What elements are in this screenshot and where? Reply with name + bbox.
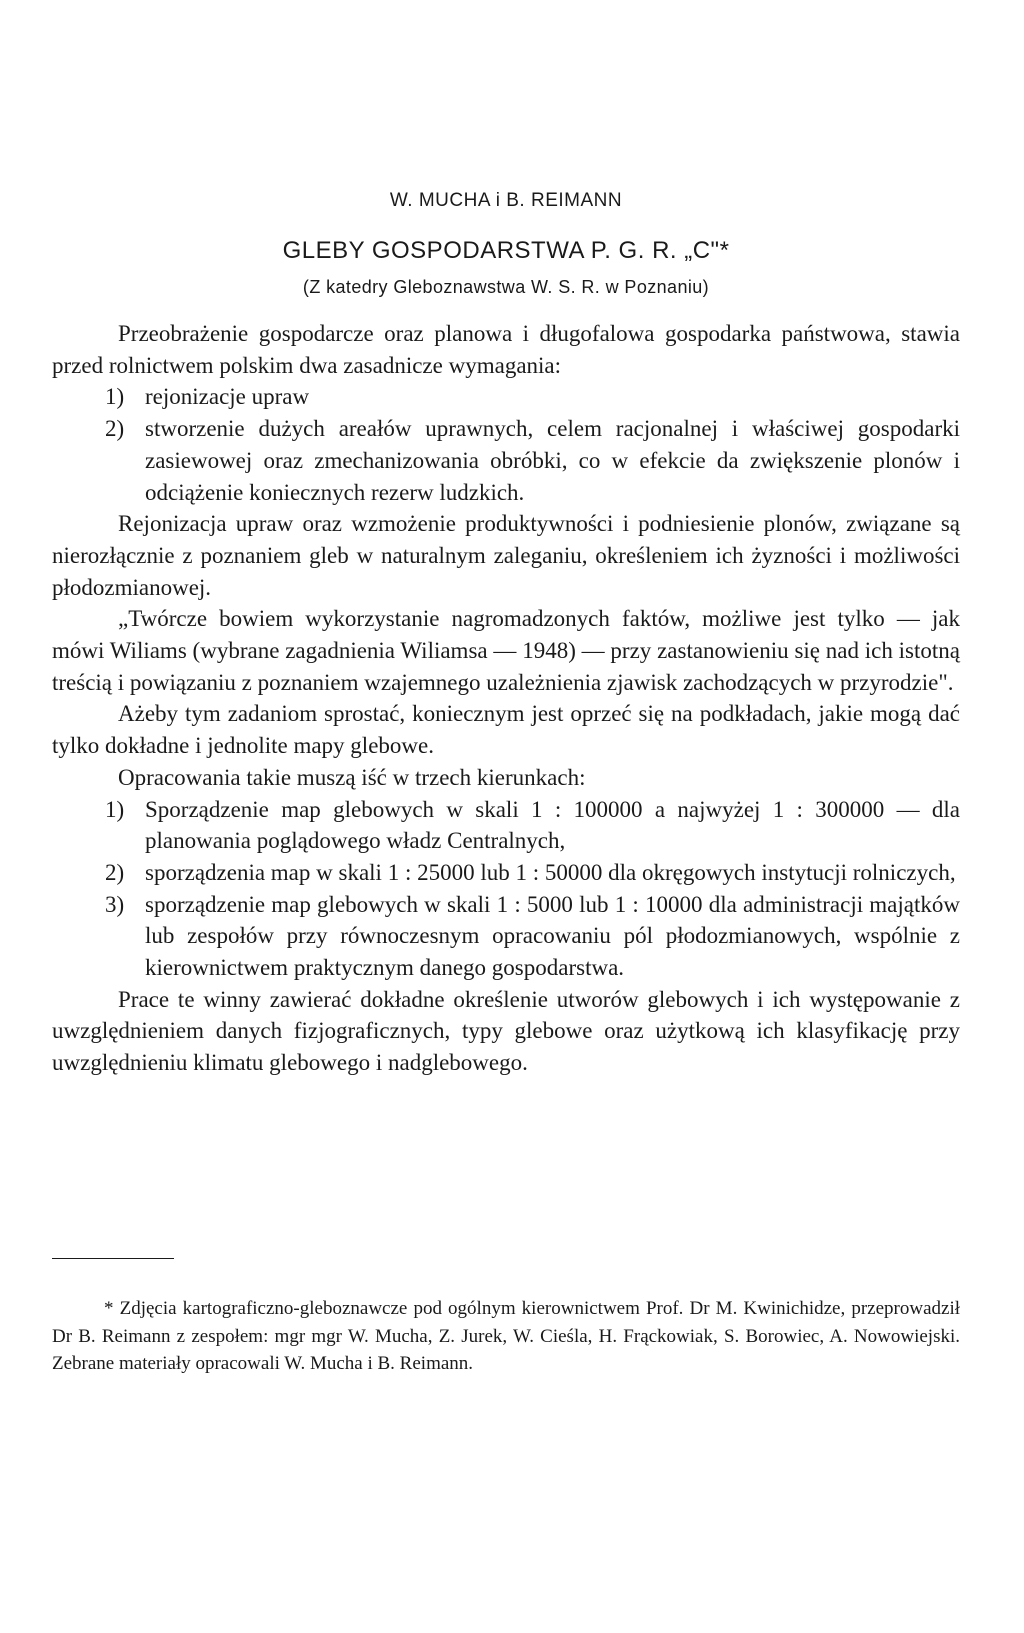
list-item [105, 381, 960, 413]
authors-line: W. MUCHA i B. REIMANN [389, 190, 623, 211]
article-title: GLEBY GOSPODARSTWA P. G. R. „C"* [282, 237, 730, 264]
affiliation-subtitle: (Z katedry Gleboznawstwa W. S. R. w Poznaniu) [302, 277, 710, 297]
list-item-number: 1) [105, 796, 125, 822]
list-item [105, 889, 960, 984]
list-item-text: stworzenie dużych areałów uprawnych, celem racjonalnej i właściwej gospodarki zasiewowej oraz zmechanizowania obróbki, co w efekcie da zwiększenie plonów i odciążenie koniecznych rezerw ludzkich. [145, 416, 960, 505]
paragraph-prace: Prace te winny zawierać dokładne określenie utworów glebowych i ich występowanie z uwzględnieniem danych fizjograficznych, typy glebowe oraz użytkową ich klasyfikację przy uwzględnieniu klimatu glebowego i nadglebowego. [52, 986, 960, 1076]
paragraph-kierunki: Opracowania takie muszą iść w trzech kierunkach: [118, 764, 586, 790]
article-body [52, 318, 960, 1079]
list-item-text: sporządzenia map w skali 1 : 25000 lub 1 : 50000 dla okręgowych instytucji rolniczych, [145, 859, 956, 885]
paragraph-mapy: Ażeby tym zadaniom sprostać, koniecznym jest oprzeć się na podkładach, jakie mogą dać tylko dokładne i jednolite mapy glebowe. [52, 701, 960, 759]
list-item [105, 857, 960, 889]
list-item [105, 413, 960, 508]
footnote-divider [52, 1258, 174, 1259]
paragraph-rejonizacja: Rejonizacja upraw oraz wzmożenie produktywności i podniesienie plonów, związane są nierozłącznie z poznaniem gleb w naturalnym zaleganiu, określeniem ich żyzności i możliwości płodozmianowej. [52, 511, 960, 600]
list-item-number: 3) [105, 891, 125, 917]
list-item [105, 794, 960, 857]
list-item-text: Sporządzenie map glebowych w skali 1 : 100000 a najwyżej 1 : 300000 — dla planowania poglądowego władz Centralnych, [145, 796, 960, 854]
paragraph-quote: „Twórcze bowiem wykorzystanie nagromadzonych faktów, możliwe jest tylko — jak mówi Wiliams (wybrane zagadnienia Wiliamsa — 1948) — przy zastanowieniu się nad ich istotną treścią i powiązaniu z poznaniem wzajemnego uzależnienia zjawisk zachodzących w przyrodzie". [52, 606, 960, 695]
list-item-text: sporządzenie map glebowych w skali 1 : 5000 lub 1 : 10000 dla administracji majątków lub zespołów przy równoczesnym opracowaniu pól płodozmianowych, wspólnie z kierownictwem praktycznym danego gospodarstwa. [145, 891, 960, 981]
paragraph-intro: Przeobrażenie gospodarcze oraz planowa i długofalowa gospodarka państwowa, stawia przed rolnictwem polskim dwa zasadnicze wymagania: [52, 321, 960, 378]
list-item-number: 2) [105, 859, 125, 885]
footnote-text: * Zdjęcia kartograficzno-gleboznawcze pod ogólnym kierownictwem Prof. Dr M. Kwinichidze, przeprowadził Dr B. Reimann z zespołem: mgr mgr W. Mucha, Z. Jurek, W. Cieśla, H. Frąckowiak, S. Borowiec, A. Nowowiejski. Zebrane materiały opracowali W. Mucha i B. Reimann. [52, 1298, 960, 1374]
document-page [52, 0, 960, 1633]
list-item-number: 1) [105, 384, 125, 410]
list-item-number: 2) [105, 416, 125, 442]
list-item-text: rejonizacje upraw [145, 384, 310, 410]
